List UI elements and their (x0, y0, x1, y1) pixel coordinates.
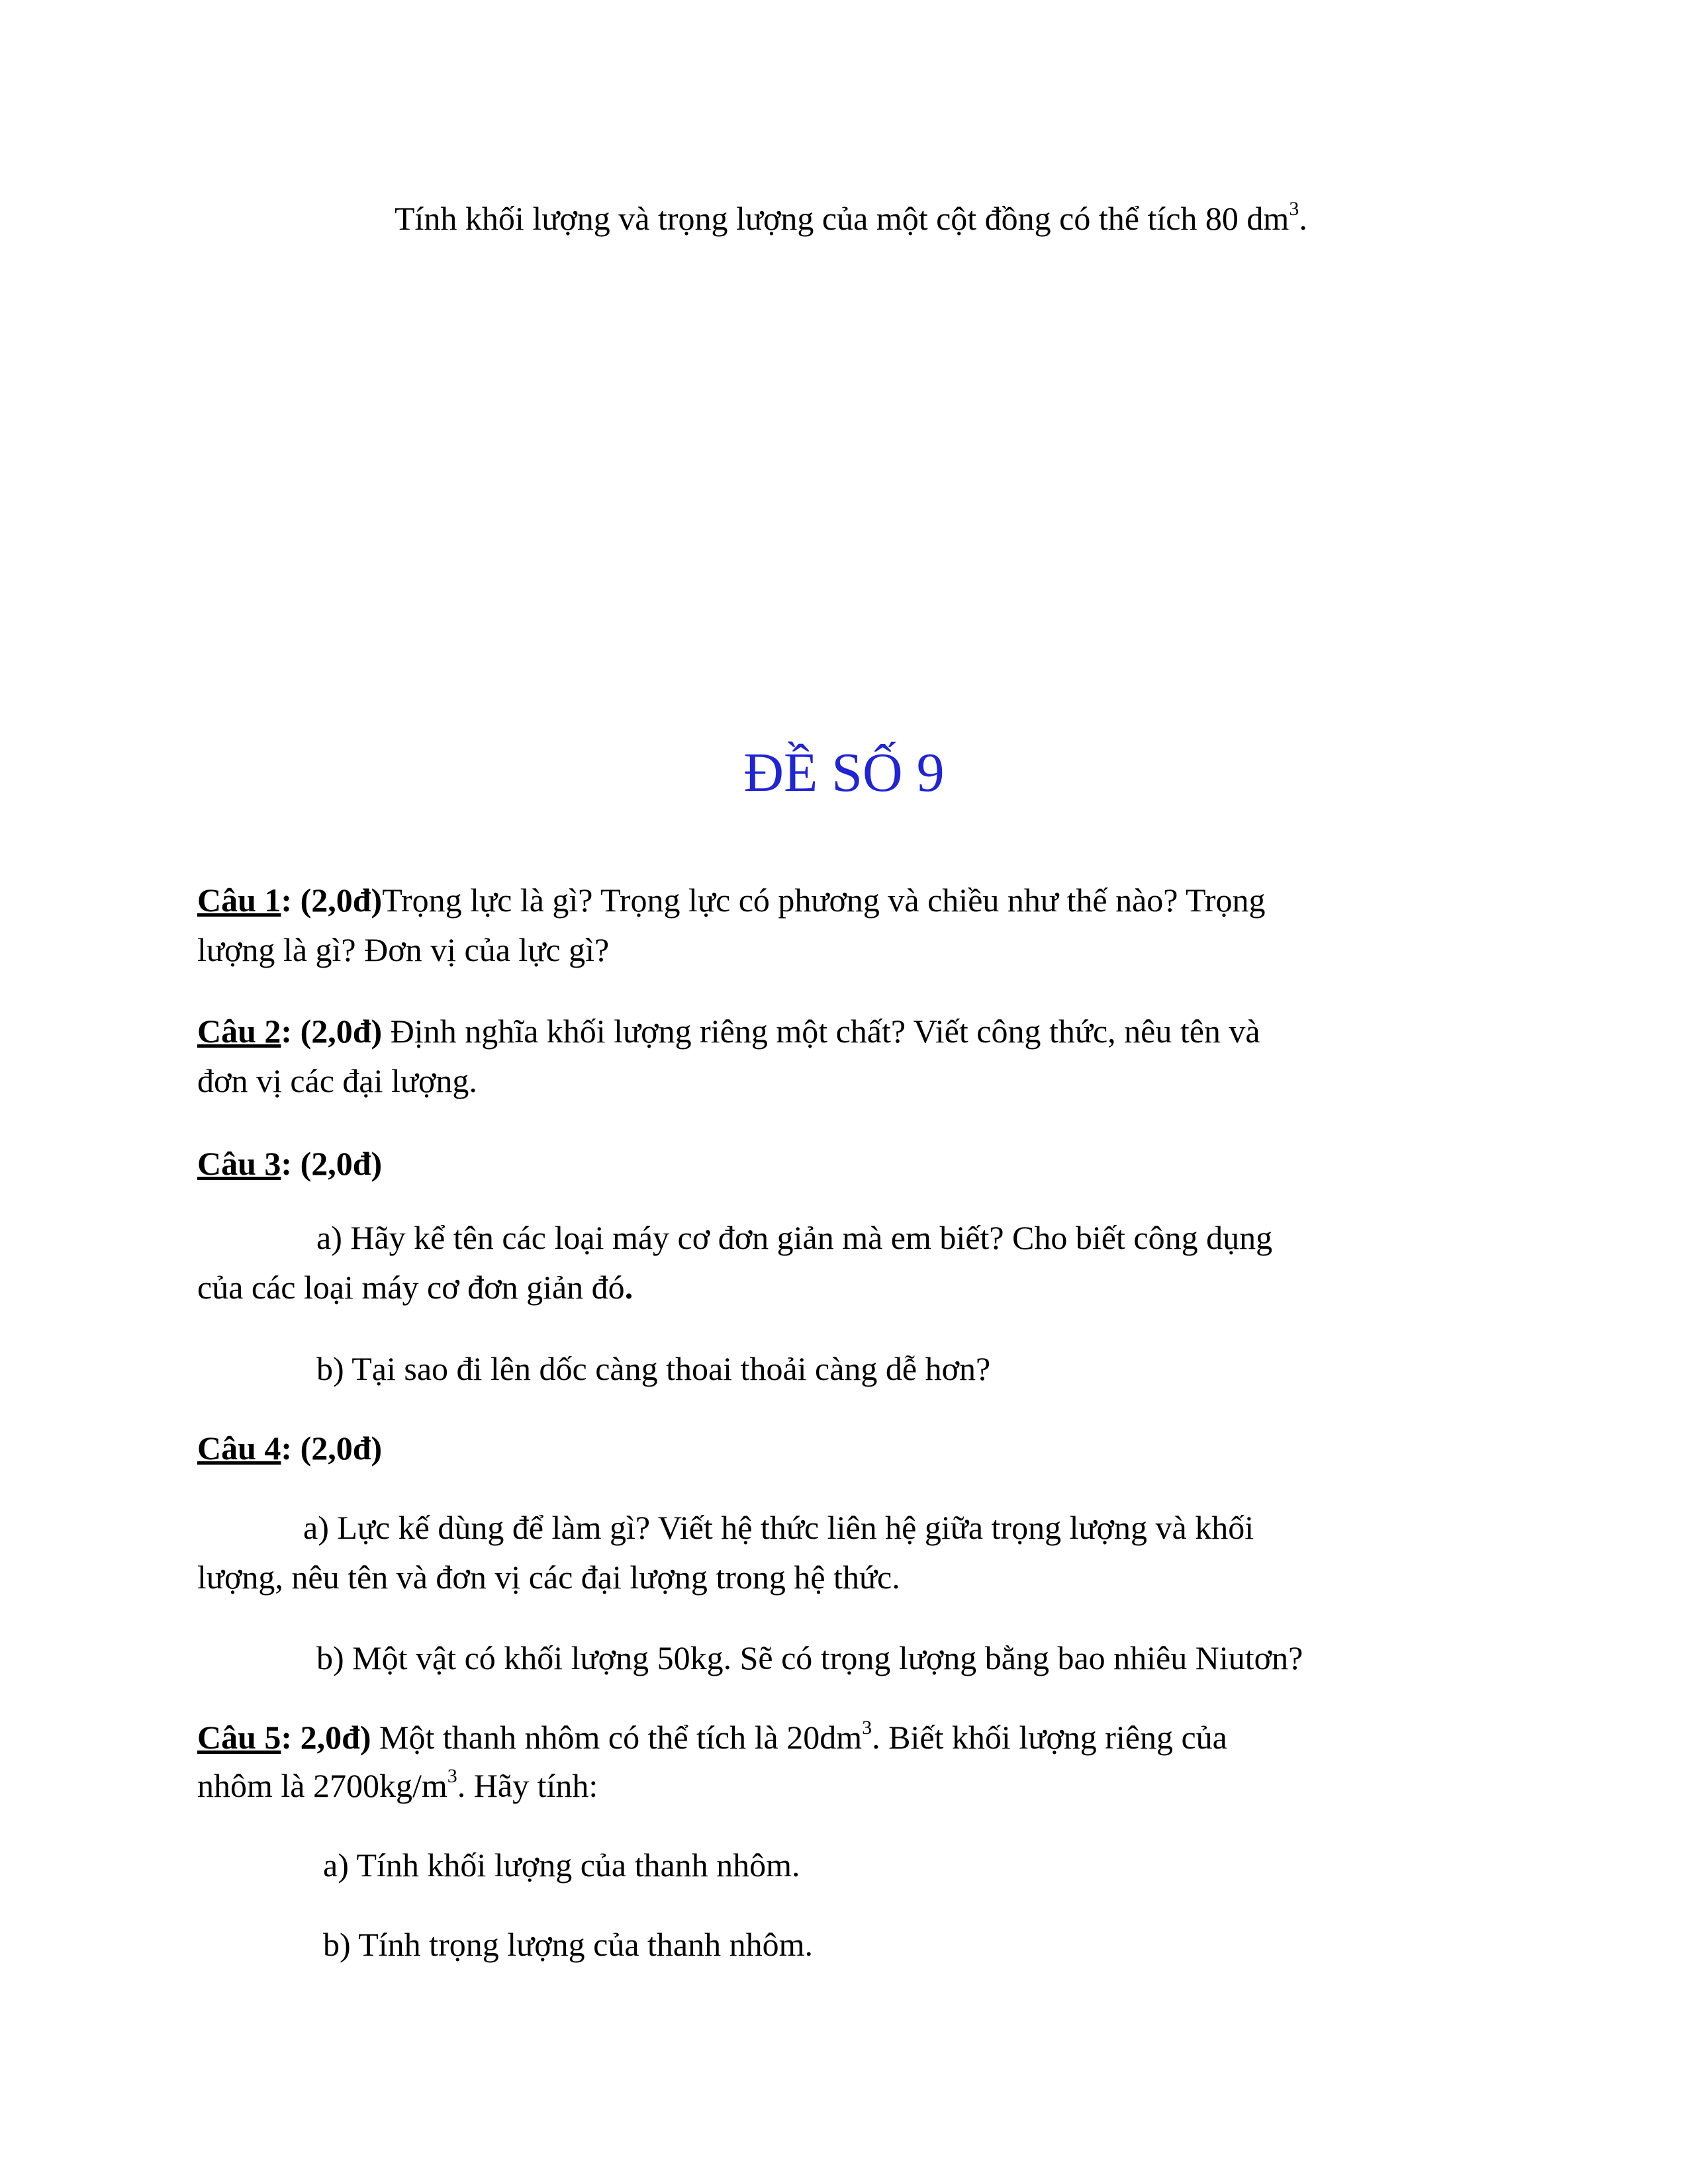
question-5-part-a: a) Tính khối lượng của thanh nhôm. (323, 1846, 800, 1884)
question-4-line-1: Câu 4: (2,0đ) (197, 1430, 383, 1467)
question-3-line-1: Câu 3: (2,0đ) (197, 1145, 383, 1182)
question-4-part-a-line-1: a) Lực kế dùng để làm gì? Viết hệ thức liên hệ giữa trọng lượng và khối (303, 1509, 1254, 1546)
question-3-part-a-line-2: của các loại máy cơ đơn giản đó. (197, 1269, 633, 1306)
question-4-points: (2,0đ) (292, 1430, 383, 1467)
question-4-part-b: b) Một vật có khối lượng 50kg. Sẽ có trọng lượng bằng bao nhiêu Niutơn? (316, 1639, 1303, 1676)
question-5-label: Câu 5 (197, 1719, 281, 1756)
question-2-label: Câu 2 (197, 1013, 281, 1050)
exam-title: ĐỀ SỐ 9 (743, 742, 945, 803)
question-3-part-b: b) Tại sao đi lên dốc càng thoai thoải càng dễ hơn? (316, 1350, 991, 1387)
question-1-line-2: lượng là gì? Đơn vị của lực gì? (197, 931, 610, 968)
question-3-part-a-line-1: a) Hãy kể tên các loại máy cơ đơn giản mà em biết? Cho biết công dụng (316, 1219, 1273, 1256)
intro-line: Tính khối lượng và trọng lượng của một cột đồng có thể tích 80 $dm^3$. (395, 198, 1307, 237)
question-3-label: Câu 3 (197, 1145, 281, 1182)
question-1-line-1: Câu 1: (2,0đ)Trọng lực là gì? Trọng lực có phương và chiều như thế nào? Trọng (197, 882, 1266, 919)
question-3-points: (2,0đ) (292, 1145, 383, 1182)
question-1-points: (2,0đ) (292, 882, 383, 919)
question-5-part-b: b) Tính trọng lượng của thanh nhôm. (323, 1926, 814, 1963)
question-4-label: Câu 4 (197, 1430, 281, 1467)
question-5-line-1: Câu 5: 2,0đ) Một thanh nhôm có thể tích là $20dm^3$. Biết khối lượng riêng của (197, 1717, 1227, 1756)
question-2-line-1: Câu 2: (2,0đ) Định nghĩa khối lượng riêng một chất? Viết công thức, nêu tên và (197, 1013, 1260, 1050)
question-2-points: (2,0đ) (292, 1013, 383, 1050)
question-1-label: Câu 1 (197, 882, 281, 919)
question-5-line-2: nhôm là $2700kg/m^3$. Hãy tính: (197, 1765, 598, 1804)
question-2-line-2: đơn vị các đại lượng. (197, 1062, 477, 1099)
question-5-points: 2,0đ) (292, 1719, 371, 1756)
question-4-part-a-line-2: lượng, nêu tên và đơn vị các đại lượng trong hệ thức. (197, 1559, 900, 1596)
